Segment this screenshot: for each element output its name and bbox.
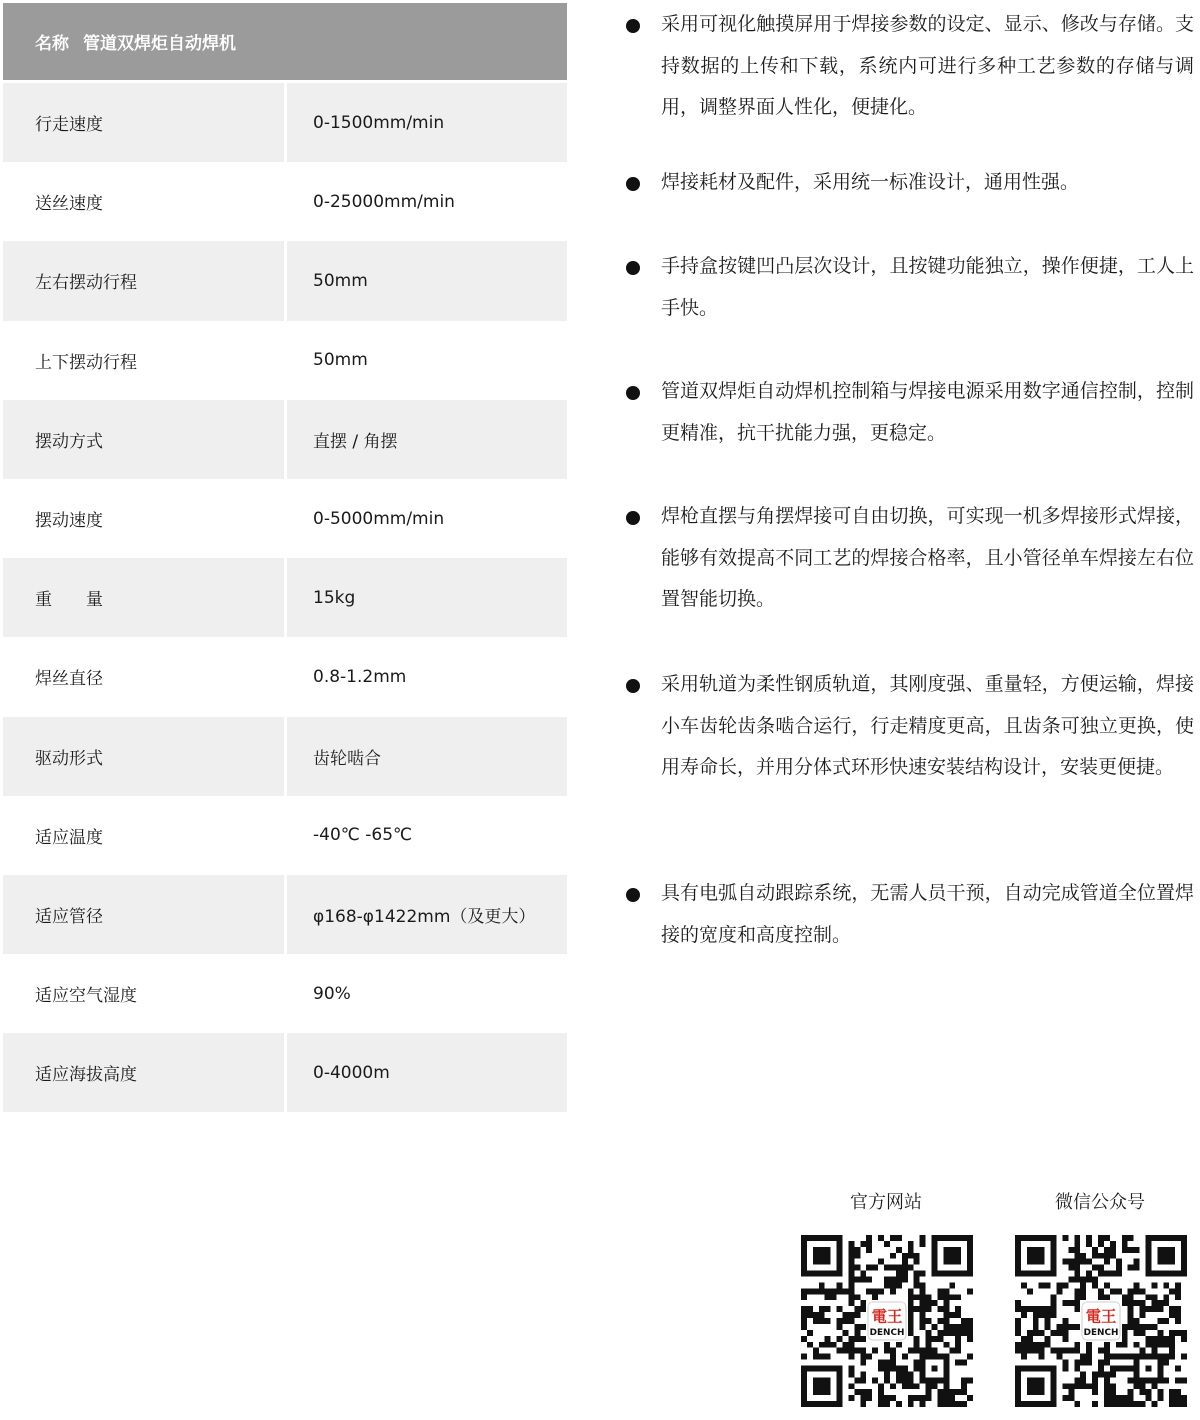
spec-value: 50mm (287, 241, 567, 320)
feature-text: 焊枪直摆与角摆焊接可自由切换，可实现一机多焊接形式焊接，能够有效提高不同工艺的焊接合格率，且小管径单车焊接左右位置智能切换。 (661, 505, 1194, 611)
spec-key: 重 量 (3, 558, 284, 637)
logo-latin-text: DENCH (1083, 1328, 1119, 1339)
feature-item (622, 881, 1194, 956)
spec-key: 左右摆动行程 (3, 241, 284, 320)
spec-row (3, 558, 567, 637)
spec-key: 摆动方式 (3, 400, 284, 479)
feature-item (622, 672, 1194, 789)
spec-row (3, 796, 567, 875)
bullet-icon (622, 12, 661, 129)
dench-logo (1082, 1302, 1120, 1340)
feature-text: 具有电弧自动跟踪系统，无需人员干预，自动完成管道全位置焊接的宽度和高度控制。 (661, 882, 1194, 946)
spec-value: 50mm (313, 350, 368, 371)
spec-key: 适应管径 (3, 875, 284, 954)
header-label: 名称 (35, 34, 69, 54)
spec-value: -40℃ -65℃ (313, 825, 413, 846)
feature-item (622, 379, 1194, 454)
spec-key: 送丝速度 (35, 194, 103, 215)
feature-text: 焊接耗材及配件，采用统一标准设计，通用性强。 (661, 171, 1080, 193)
feature-text: 采用轨道为柔性钢质轨道，其刚度强、重量轻，方便运输，焊接小车齿轮齿条啮合运行，行走精度更高，且齿条可独立更换，使用寿命长，并用分体式环形快速安装结构设计，安装更便捷。 (661, 673, 1194, 779)
spec-row (3, 479, 567, 558)
qr-wechat-label: 微信公众号 (1055, 1192, 1145, 1213)
spec-key: 上下摆动行程 (35, 352, 137, 373)
spec-key: 适应空气湿度 (35, 986, 137, 1007)
spec-row (3, 1033, 567, 1112)
spec-row (3, 241, 567, 320)
dench-logo (868, 1302, 906, 1340)
qr-official-site (798, 1190, 974, 1411)
logo-chinese-text: 電王 (871, 1307, 903, 1326)
feature-item (622, 12, 1194, 129)
spec-key: 摆动速度 (35, 511, 103, 532)
feature-item (622, 170, 1194, 204)
spec-value: 90% (313, 983, 351, 1004)
feature-text: 采用可视化触摸屏用于焊接参数的设定、显示、修改与存储。支持数据的上传和下载，系统内可进行多种工艺参数的存储与调用，调整界面人性化，便捷化。 (661, 13, 1194, 119)
spec-value: 0-4000m (287, 1033, 567, 1112)
spec-row (3, 400, 567, 479)
product-name: 管道双焊炬自动焊机 (83, 34, 236, 54)
spec-key: 焊丝直径 (35, 669, 103, 690)
qr-site-label: 官方网站 (850, 1192, 922, 1213)
spec-value: 0-1500mm/min (287, 83, 567, 162)
qr-code-image (801, 1235, 973, 1407)
spec-value: 0-5000mm/min (313, 508, 445, 529)
feature-text: 管道双焊炬自动焊机控制箱与焊接电源采用数字通信控制，控制更精准，抗干扰能力强，更稳定。 (661, 380, 1194, 444)
bullet-icon (622, 379, 661, 454)
spec-row (3, 83, 567, 162)
bullet-icon (622, 170, 661, 204)
spec-value: 0.8-1.2mm (313, 666, 407, 687)
spec-row (3, 717, 567, 796)
spec-key: 适应温度 (35, 827, 103, 848)
qr-code-image (1015, 1235, 1187, 1407)
bullet-icon (622, 254, 661, 329)
spec-row (3, 321, 567, 400)
spec-row (3, 637, 567, 716)
feature-text: 手持盒按键凹凸层次设计，且按键功能独立，操作便捷，工人上手快。 (661, 255, 1194, 319)
spec-value: 齿轮啮合 (287, 717, 567, 796)
spec-table (3, 3, 567, 1112)
logo-latin-text: DENCH (869, 1328, 905, 1339)
spec-row (3, 162, 567, 241)
feature-item (622, 254, 1194, 329)
bullet-icon (622, 881, 661, 956)
spec-key: 适应海拔高度 (3, 1033, 284, 1112)
spec-table-header (3, 3, 567, 80)
spec-value: 0-25000mm/min (313, 191, 455, 212)
spec-row (3, 875, 567, 954)
spec-key: 驱动形式 (3, 717, 284, 796)
spec-value: 15kg (287, 558, 567, 637)
bullet-icon (622, 504, 661, 621)
spec-value: 直摆 / 角摆 (287, 400, 567, 479)
logo-chinese-text: 電王 (1085, 1307, 1117, 1326)
qr-wechat (1012, 1190, 1188, 1411)
spec-value: φ168-φ1422mm（及更大） (287, 875, 567, 954)
feature-item (622, 504, 1194, 621)
bullet-icon (622, 672, 661, 789)
spec-key: 行走速度 (3, 83, 284, 162)
spec-row (3, 954, 567, 1033)
